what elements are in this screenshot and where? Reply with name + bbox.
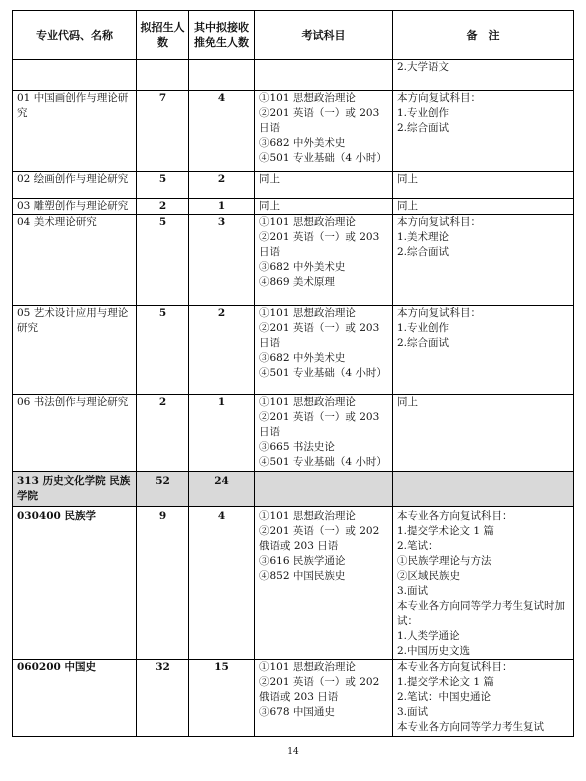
exam-line: ①101 思想政治理论	[259, 307, 356, 319]
note-line: 同上	[397, 396, 418, 408]
table-header-row	[13, 11, 574, 60]
exam-line: ④501 专业基础（4 小时）	[259, 152, 387, 164]
exam-cell	[255, 660, 393, 737]
notes-cell	[393, 60, 574, 91]
note-line: 1.专业创作	[397, 322, 450, 334]
note-line: 2.综合面试	[397, 122, 450, 134]
exam-line: ③678 中国通史	[259, 706, 335, 718]
notes-cell	[393, 395, 574, 472]
exam-line: ②201 英语（一）或 203 日语	[259, 231, 380, 258]
exam-line: ①101 思想政治理论	[259, 92, 356, 104]
note-line: 2.综合面试	[397, 246, 450, 258]
header-exam-subjects: 考试科目	[255, 11, 393, 60]
note-line: 本方向复试科目：	[397, 216, 481, 228]
note-line: 3.面试	[397, 585, 429, 597]
direction-name: 03 雕塑创作与理论研究	[13, 199, 137, 215]
exam-line: ③616 民族学通论	[259, 555, 346, 567]
note-line: 本方向复试科目：	[397, 307, 481, 319]
college-row	[13, 472, 574, 507]
note-line: 3.面试	[397, 706, 429, 718]
note-line: 1.提交学术论文 1 篇	[397, 525, 494, 537]
table-row	[13, 172, 574, 199]
note-line: ②区域民族史	[397, 570, 460, 582]
exam-line: ④869 美术原理	[259, 276, 335, 288]
direction-name: 04 美术理论研究	[13, 215, 137, 306]
exempt-count: 1	[189, 199, 255, 215]
exam-line: ①101 思想政治理论	[259, 510, 356, 522]
exam-line: ②201 英语（一）或 203 日语	[259, 322, 380, 349]
major-row	[13, 660, 574, 737]
exam-line: ①101 思想政治理论	[259, 396, 356, 408]
table-row	[13, 306, 574, 395]
enroll-count: 9	[137, 507, 189, 660]
table-row	[13, 60, 574, 91]
exempt-count: 4	[189, 507, 255, 660]
header-major-code: 专业代码、名称	[13, 11, 137, 60]
exam-cell	[255, 395, 393, 472]
enroll-count: 7	[137, 91, 189, 172]
exam-line: ③665 书法史论	[259, 441, 335, 453]
exempt-count: 1	[189, 395, 255, 472]
exam-line: ①101 思想政治理论	[259, 216, 356, 228]
enroll-count: 5	[137, 215, 189, 306]
college-exempt-count: 24	[189, 472, 255, 507]
enroll-count: 2	[137, 199, 189, 215]
note-line: 2.笔试：中国史通论	[397, 691, 492, 703]
direction-name: 02 绘画创作与理论研究	[13, 172, 137, 199]
exam-cell	[255, 172, 393, 199]
exam-line: ②201 英语（一）或 203 日语	[259, 411, 380, 438]
enroll-count: 5	[137, 172, 189, 199]
exam-line: ②201 英语（一）或 202 俄语或 203 日语	[259, 525, 380, 552]
note-line: 2.笔试：	[397, 540, 439, 552]
exempt-count: 2	[189, 172, 255, 199]
notes-cell	[393, 660, 574, 737]
note-line: 本专业各方向复试科目：	[397, 661, 513, 673]
direction-name: 05 艺术设计应用与理论研究	[13, 306, 137, 395]
notes-cell	[393, 306, 574, 395]
exam-line: ③682 中外美术史	[259, 261, 346, 273]
exam-line: ④852 中国民族史	[259, 570, 346, 582]
table-row	[13, 395, 574, 472]
page-number: 14	[287, 747, 299, 757]
header-exempt-count: 其中拟接收推免生人数	[189, 11, 255, 60]
exam-cell	[255, 306, 393, 395]
exam-cell	[255, 199, 393, 215]
exam-cell	[255, 507, 393, 660]
exam-line: ④501 专业基础（4 小时）	[259, 367, 387, 379]
direction-name: 01 中国画创作与理论研究	[13, 91, 137, 172]
major-name: 030400 民族学	[13, 507, 137, 660]
enroll-count: 2	[137, 395, 189, 472]
exam-line: ③682 中外美术史	[259, 352, 346, 364]
notes-cell	[393, 215, 574, 306]
note-line: 1.人类学通论	[397, 630, 460, 642]
note-line: 1.提交学术论文 1 篇	[397, 676, 494, 688]
note-line: 1.美术理论	[397, 231, 450, 243]
note-line: 2.大学语文	[397, 61, 450, 73]
exempt-count: 15	[189, 660, 255, 737]
exam-line: ①101 思想政治理论	[259, 661, 356, 673]
table-row	[13, 215, 574, 306]
note-line: 本专业各方向同等学力考生复试时加试：	[397, 600, 565, 627]
admissions-table	[12, 10, 574, 737]
exam-line: ②201 英语（一）或 202 俄语或 203 日语	[259, 676, 380, 703]
college-name: 313 历史文化学院 民族学院	[13, 472, 137, 507]
note-line: ①民族学理论与方法	[397, 555, 492, 567]
note-line: 1.专业创作	[397, 107, 450, 119]
exam-line: ③682 中外美术史	[259, 137, 346, 149]
enroll-count: 32	[137, 660, 189, 737]
notes-cell	[393, 172, 574, 199]
exam-cell	[255, 91, 393, 172]
note-line: 本专业各方向同等学力考生复试	[397, 721, 544, 733]
enroll-count: 5	[137, 306, 189, 395]
college-enroll-count: 52	[137, 472, 189, 507]
exam-line: ②201 英语（一）或 203 日语	[259, 107, 380, 134]
direction-name: 06 书法创作与理论研究	[13, 395, 137, 472]
exam-line: 同上	[259, 200, 280, 212]
notes-cell	[393, 507, 574, 660]
exempt-count: 3	[189, 215, 255, 306]
exam-line: 同上	[259, 173, 280, 185]
major-row	[13, 507, 574, 660]
table-row	[13, 91, 574, 172]
notes-cell	[393, 91, 574, 172]
exam-line: ④501 专业基础（4 小时）	[259, 456, 387, 468]
note-line: 本专业各方向复试科目：	[397, 510, 513, 522]
notes-cell	[393, 199, 574, 215]
exempt-count: 2	[189, 306, 255, 395]
table-row	[13, 199, 574, 215]
exempt-count: 4	[189, 91, 255, 172]
major-name: 060200 中国史	[13, 660, 137, 737]
note-line: 本方向复试科目：	[397, 92, 481, 104]
note-line: 同上	[397, 173, 418, 185]
header-notes: 备 注	[393, 11, 574, 60]
header-enroll-count: 拟招生人数	[137, 11, 189, 60]
note-line: 2.中国历史文选	[397, 645, 471, 657]
note-line: 2.综合面试	[397, 337, 450, 349]
exam-cell	[255, 215, 393, 306]
note-line: 同上	[397, 200, 418, 212]
